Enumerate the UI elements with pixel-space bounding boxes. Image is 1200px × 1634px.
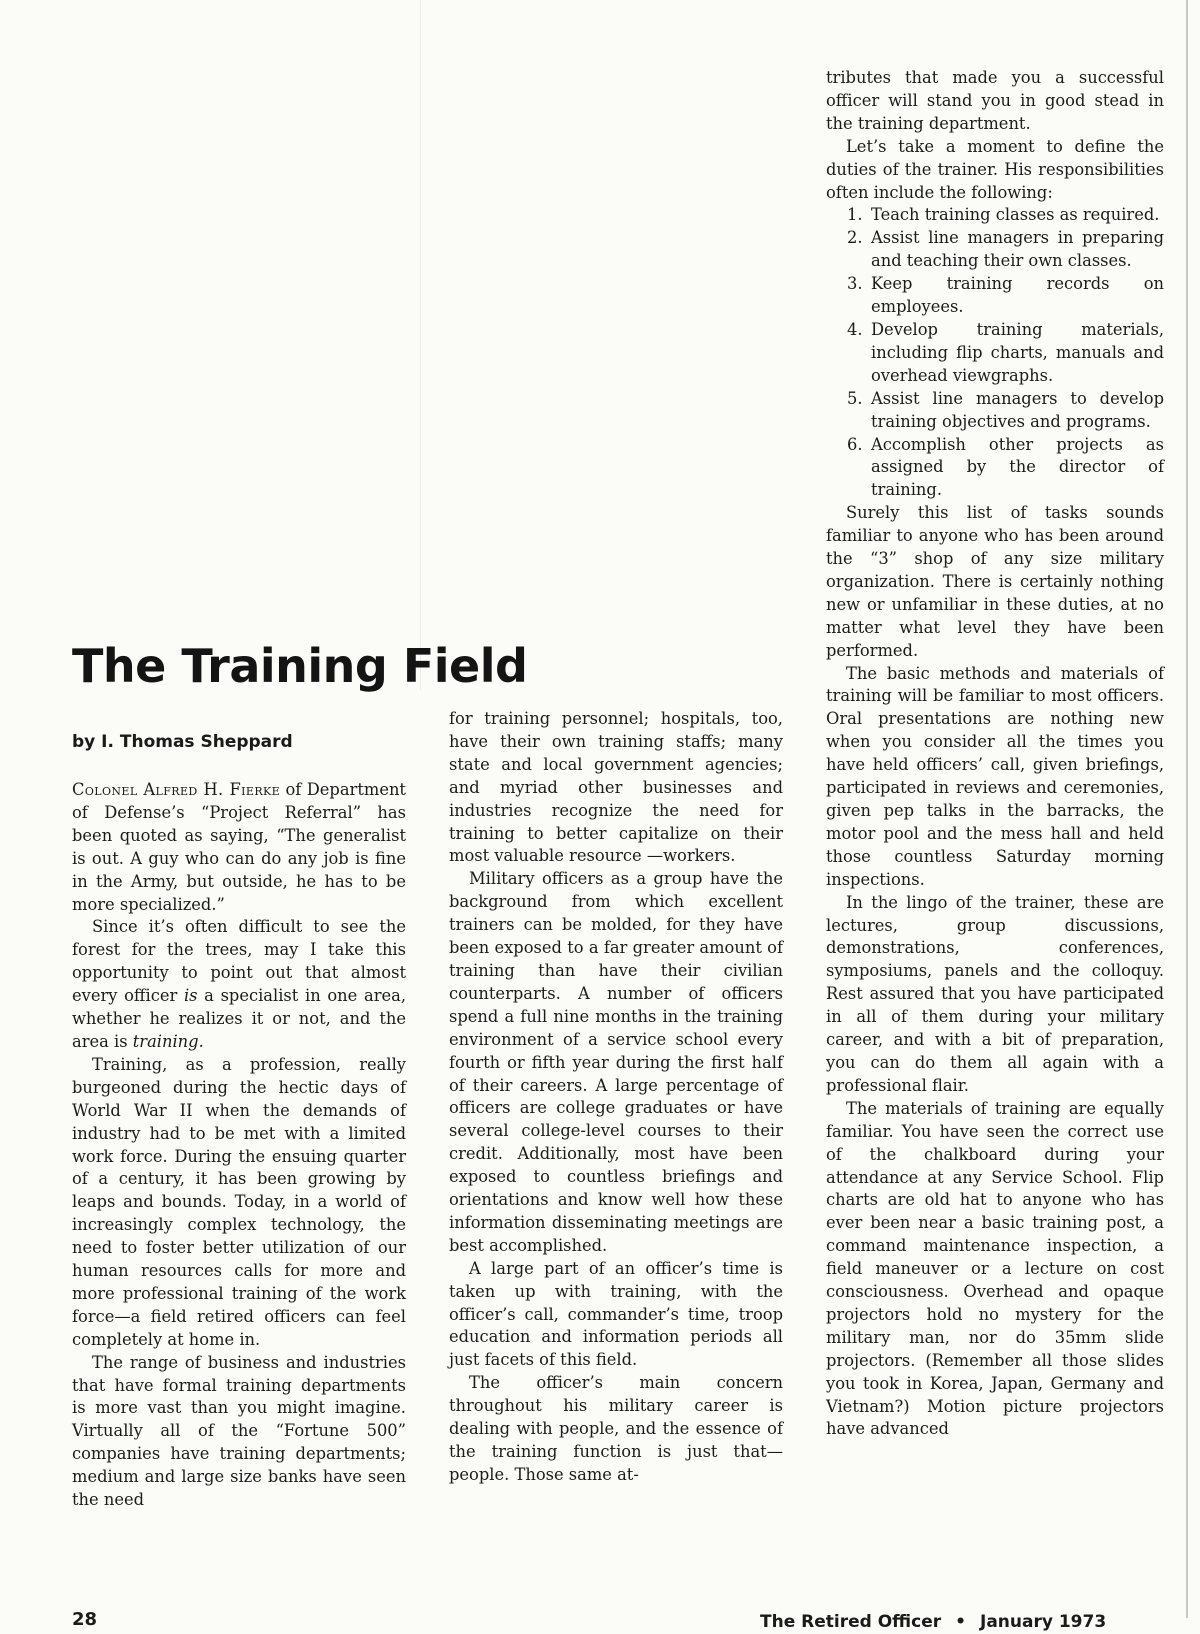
col3-paragraph-2: Let’s take a moment to define the duties of the trainer. His responsibilities often include the following: <box>826 136 1164 202</box>
duty-number: 5. <box>847 388 863 408</box>
duty-text: Teach training classes as required. <box>871 205 1160 225</box>
footer-bullet: • <box>955 1612 966 1632</box>
page-edge-line <box>1186 0 1188 1618</box>
duty-item <box>826 388 1164 434</box>
duty-item <box>826 434 1164 503</box>
duty-item <box>826 273 1164 319</box>
duty-number: 2. <box>847 228 863 248</box>
duty-item <box>826 204 1164 227</box>
duty-text: Develop training materials, including flip charts, manuals and overhead viewgraphs. <box>871 319 1164 385</box>
duty-text: Keep training records on employees. <box>871 274 1164 317</box>
lead-name: Colonel Alfred H. Fierke <box>72 780 281 799</box>
col1-p2-text-a: Since it’s often difficult to see the forest for the trees, may I take this opportunity to point out that almost every officer <box>72 917 406 1006</box>
article-byline: by I. Thomas Sheppard <box>72 732 293 752</box>
col1-paragraph-4: The range of business and industries that have formal training departments is more vast than you might imagine. Virtually all of the “Fortune 500” companies have training departments; medium and large size banks have seen the need <box>72 1352 406 1510</box>
col3-paragraph-5: In the lingo of the trainer, these are lectures, group discussions, demonstrations, conferences, symposiums, panels and the colloquy. Rest assured that you have participated in all of them during your military career, and with a bit of preparation, you can do them all again with a professional flair. <box>826 892 1164 1095</box>
col3-paragraph-1: tributes that made you a successful officer will stand you in good stead in the training department. <box>826 68 1164 133</box>
col1-p2-text-b: a specialist in one area, whether he realizes it or not, and the area is <box>72 986 406 1051</box>
col3-paragraph-3: Surely this list of tasks sounds familiar to anyone who has been around the “3” shop of any size military organization. There is certainly nothing new or unfamiliar in these duties, at no matter what level they have been performed. <box>826 503 1164 660</box>
col1-paragraph-2 <box>72 916 406 1053</box>
duty-text: Assist line managers in preparing and teaching their own classes. <box>871 228 1164 271</box>
running-footer <box>760 1610 1106 1634</box>
issue-date: January 1973 <box>980 1612 1107 1632</box>
publication-name: The Retired Officer <box>760 1612 942 1632</box>
gutter-line <box>420 0 421 690</box>
article-title: The Training Field <box>72 639 528 693</box>
duty-text: Accomplish other projects as assigned by the director of training. <box>871 434 1164 500</box>
lead-rest: of Department of Defense’s “Project Referral” has been quoted as saying, “The generalist is out. A guy who can do any job is fine in the Army, but outside, he has to be more specialized.” <box>72 780 406 914</box>
col2-paragraph-4: The officer’s main concern throughout his military career is dealing with people, and the essence of the training function is just that—people. Those same at- <box>449 1373 783 1484</box>
col1-paragraph-1 <box>72 779 406 916</box>
col1-p2-emphasis-2: training. <box>132 1031 204 1051</box>
column-1 <box>72 779 406 1512</box>
duty-item <box>826 227 1164 273</box>
duty-number: 1. <box>847 205 863 225</box>
col2-paragraph-2: Military officers as a group have the background from which excellent trainers can be molded, for they have been exposed to a far greater amount of training than have their civilian counterparts. A number of officers spend a full nine months in the training environment of a service school every fourth or fifth year during the first half of their careers. A large percentage of officers are college graduates or have several college-level courses to their credit. Additionally, most have been exposed to countless briefings and orientations and know well how these information disseminating meetings are best accomplished. <box>449 869 783 1255</box>
col1-paragraph-3: Training, as a profession, really burgeoned during the hectic days of World War II when the demands of industry had to be met with a limited work force. During the ensuing quarter of a century, it has been growing by leaps and bounds. Today, in a world of increasingly complex technology, the need to foster better utilization of our human resources calls for more and more professional training of the work force—a field retired officers can feel completely at home in. <box>72 1054 406 1349</box>
duty-number: 6. <box>847 434 863 454</box>
column-2 <box>449 708 783 1487</box>
page-number: 28 <box>72 1609 98 1630</box>
col1-p2-emphasis-1: is <box>183 986 198 1006</box>
col2-paragraph-1: for training personnel; hospitals, too, have their own training staffs; many state and local government agencies; and myriad other businesses and industries recognize the need for training to better capitalize on their most valuable resource —workers. <box>449 709 783 866</box>
duty-number: 3. <box>847 274 863 294</box>
duty-text: Assist line managers to develop training objectives and programs. <box>871 388 1164 431</box>
col3-paragraph-4: The basic methods and materials of training will be familiar to most officers. Oral presentations are nothing new when you consider all the times you have held officers’ call, given briefings, participated in reviews and ceremonies, given pep talks in the barracks, the motor pool and the mess hall and held those countless Saturday morning inspections. <box>826 663 1164 889</box>
col3-paragraph-6: The materials of training are equally familiar. You have seen the correct use of the chalkboard during your attendance at any Service School. Flip charts are old hat to anyone who has ever been near a basic training post, a command maintenance inspection, a field maneuver or a lecture on cost consciousness. Overhead and opaque projectors hold no mystery for the military man, nor do 35mm slide projectors. (Remember all those slides you took in Korea, Japan, Germany and Vietnam?) Motion picture projectors have advanced <box>826 1098 1164 1439</box>
duty-number: 4. <box>847 319 863 339</box>
duty-item <box>826 319 1164 388</box>
col2-paragraph-3: A large part of an officer’s time is taken up with training, with the officer’s call, commander’s time, troop education and information periods all just facets of this field. <box>449 1258 783 1370</box>
duties-list <box>826 204 1164 502</box>
column-3 <box>826 67 1164 1441</box>
